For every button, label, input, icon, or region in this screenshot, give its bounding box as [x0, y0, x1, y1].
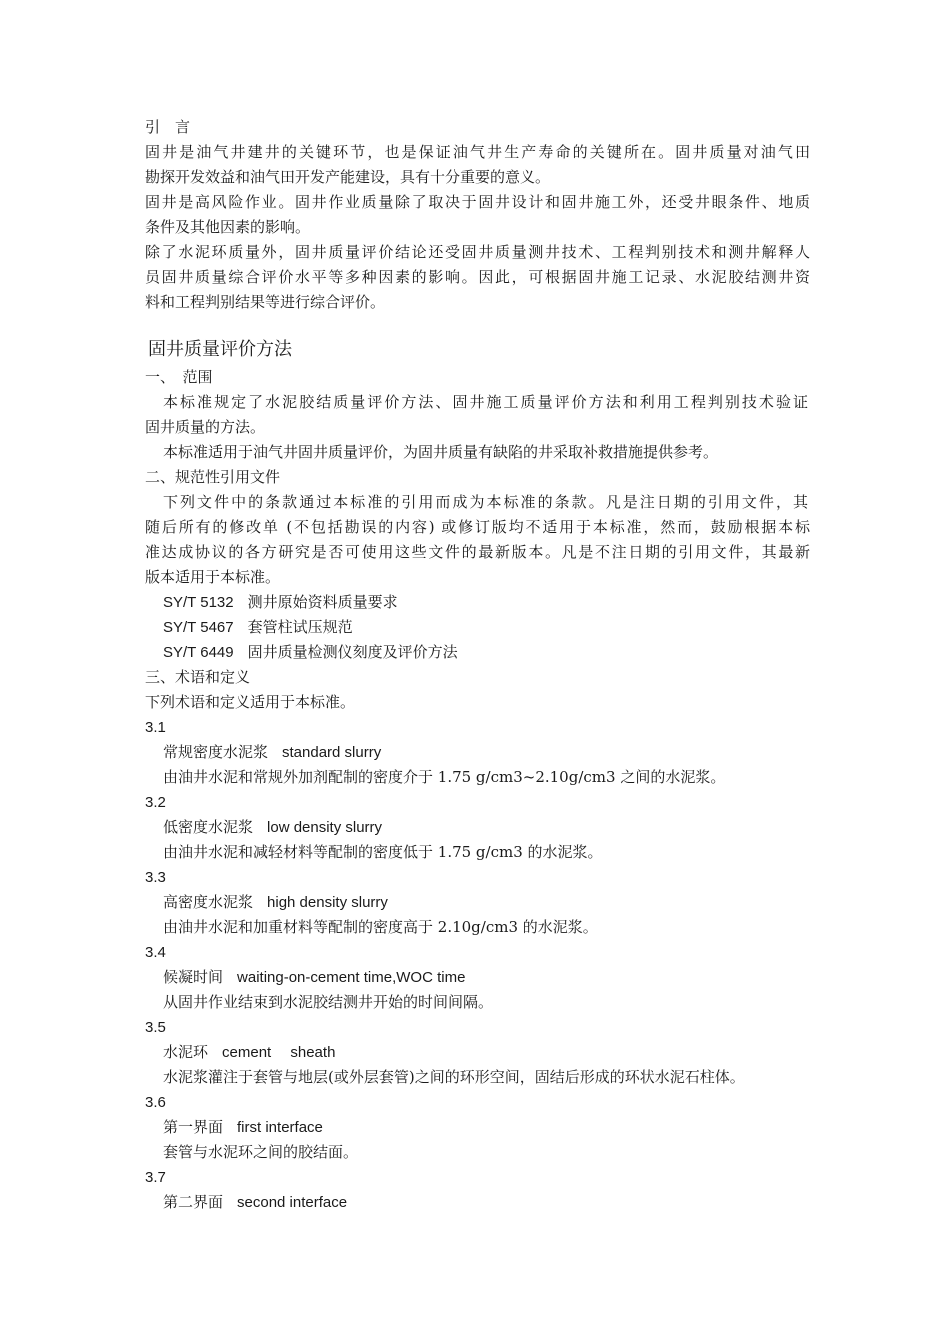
section-2-paragraph-line-1: 下列文件中的条款通过本标准的引用而成为本标准的条款。凡是注日期的引用文件，其	[163, 493, 808, 511]
reference-code: SY/T 5467	[163, 619, 234, 636]
section-3-intro: 下列术语和定义适用于本标准。	[145, 693, 356, 711]
reference-item	[163, 590, 808, 615]
term-name	[163, 1190, 808, 1215]
term-number: 3.4	[145, 944, 166, 961]
term-name-en: standard slurry	[282, 744, 382, 761]
section-1-paragraph-1-line-1: 本标准规定了水泥胶结质量评价方法、固井施工质量评价方法和利用工程判别技术验证	[163, 393, 808, 411]
term-definition: 由油井水泥和加重材料等配制的密度高于 2.10g/cm3 的水泥浆。	[163, 918, 598, 936]
term-name-en: high density slurry	[267, 894, 388, 911]
section-1-heading: 一、 范围	[145, 368, 213, 386]
reference-code: SY/T 5132	[163, 594, 234, 611]
section-1-paragraph-1-line-2: 固井质量的方法。	[145, 418, 266, 436]
term-name-en: first interface	[237, 1119, 323, 1136]
intro-paragraph-1-line-2: 勘探开发效益和油气田开发产能建设，具有十分重要的意义。	[145, 168, 551, 186]
term-name-zh: 高密度水泥浆	[163, 893, 254, 911]
term-definition: 水泥浆灌注于套管与地层(或外层套管)之间的环形空间，固结后形成的环状水泥石柱体。	[163, 1068, 745, 1086]
term-name	[163, 815, 808, 840]
section-2-paragraph-line-2: 随后所有的修改单 (不包括勘误的内容) 或修订版均不适用于本标准，然而，鼓励根据本标	[145, 518, 810, 536]
reference-title: 测井原始资料质量要求	[247, 593, 398, 611]
term-name-en: second interface	[237, 1194, 348, 1211]
term-definition: 由油井水泥和常规外加剂配制的密度介于 1.75 g/cm3~2.10g/cm3 之间的水泥浆。	[163, 768, 726, 786]
term-definition: 由油井水泥和减轻材料等配制的密度低于 1.75 g/cm3 的水泥浆。	[163, 843, 603, 861]
term-name-zh: 常规密度水泥浆	[163, 743, 269, 761]
intro-paragraph-3-line-2: 员固井质量综合评价水平等多种因素的影响。因此，可根据固井施工记录、水泥胶结测井资	[145, 268, 810, 286]
term-definition: 从固井作业结束到水泥胶结测井开始的时间间隔。	[163, 993, 494, 1011]
reference-title: 套管柱试压规范	[247, 618, 353, 636]
intro-paragraph-2-line-1: 固井是高风险作业。固井作业质量除了取决于固井设计和固井施工外，还受井眼条件、地质	[145, 193, 810, 211]
term-name-zh: 第二界面	[163, 1193, 224, 1211]
term-name-en: low density slurry	[267, 819, 383, 836]
intro-paragraph-3-line-1: 除了水泥环质量外，固井质量评价结论还受固井质量测井技术、工程判别技术和测井解释人	[145, 243, 810, 261]
section-1-paragraph-2-line-1: 本标准适用于油气井固井质量评价，为固井质量有缺陷的井采取补救措施提供参考。	[163, 443, 719, 461]
term-name-en: cement sheath	[222, 1044, 336, 1061]
term-name	[163, 1115, 808, 1140]
document-title: 固井质量评价方法	[148, 339, 292, 360]
term-name-zh: 第一界面	[163, 1118, 224, 1136]
term-number: 3.7	[145, 1169, 166, 1186]
term-name	[163, 1040, 808, 1065]
section-2-paragraph-line-3: 准达成协议的各方研究是否可使用这些文件的最新版本。凡是不注日期的引用文件，其最新	[145, 543, 810, 561]
term-name-zh: 候凝时间	[163, 968, 224, 986]
term-name-zh: 低密度水泥浆	[163, 818, 254, 836]
reference-title: 固井质量检测仪刻度及评价方法	[247, 643, 458, 661]
term-name	[163, 890, 808, 915]
reference-item	[163, 615, 808, 640]
term-name-zh: 水泥环	[163, 1043, 209, 1061]
intro-paragraph-3-line-3: 料和工程判别结果等进行综合评价。	[145, 293, 386, 311]
intro-heading: 引 言	[145, 118, 191, 136]
section-2-heading: 二、规范性引用文件	[145, 468, 281, 486]
term-name	[163, 965, 808, 990]
section-2-paragraph-line-4: 版本适用于本标准。	[145, 568, 281, 586]
term-number: 3.2	[145, 794, 166, 811]
section-3-heading: 三、术语和定义	[145, 668, 251, 686]
term-name-en: waiting-on-cement time,WOC time	[237, 969, 466, 986]
term-name	[163, 740, 808, 765]
intro-paragraph-2-line-2: 条件及其他因素的影响。	[145, 218, 311, 236]
intro-paragraph-1-line-1: 固井是油气井建井的关键环节，也是保证油气井生产寿命的关键所在。固井质量对油气田	[145, 143, 810, 161]
reference-item	[163, 640, 808, 665]
term-number: 3.5	[145, 1019, 166, 1036]
term-number: 3.6	[145, 1094, 166, 1111]
reference-code: SY/T 6449	[163, 644, 234, 661]
term-number: 3.3	[145, 869, 166, 886]
term-number: 3.1	[145, 719, 166, 736]
term-definition: 套管与水泥环之间的胶结面。	[163, 1143, 359, 1161]
